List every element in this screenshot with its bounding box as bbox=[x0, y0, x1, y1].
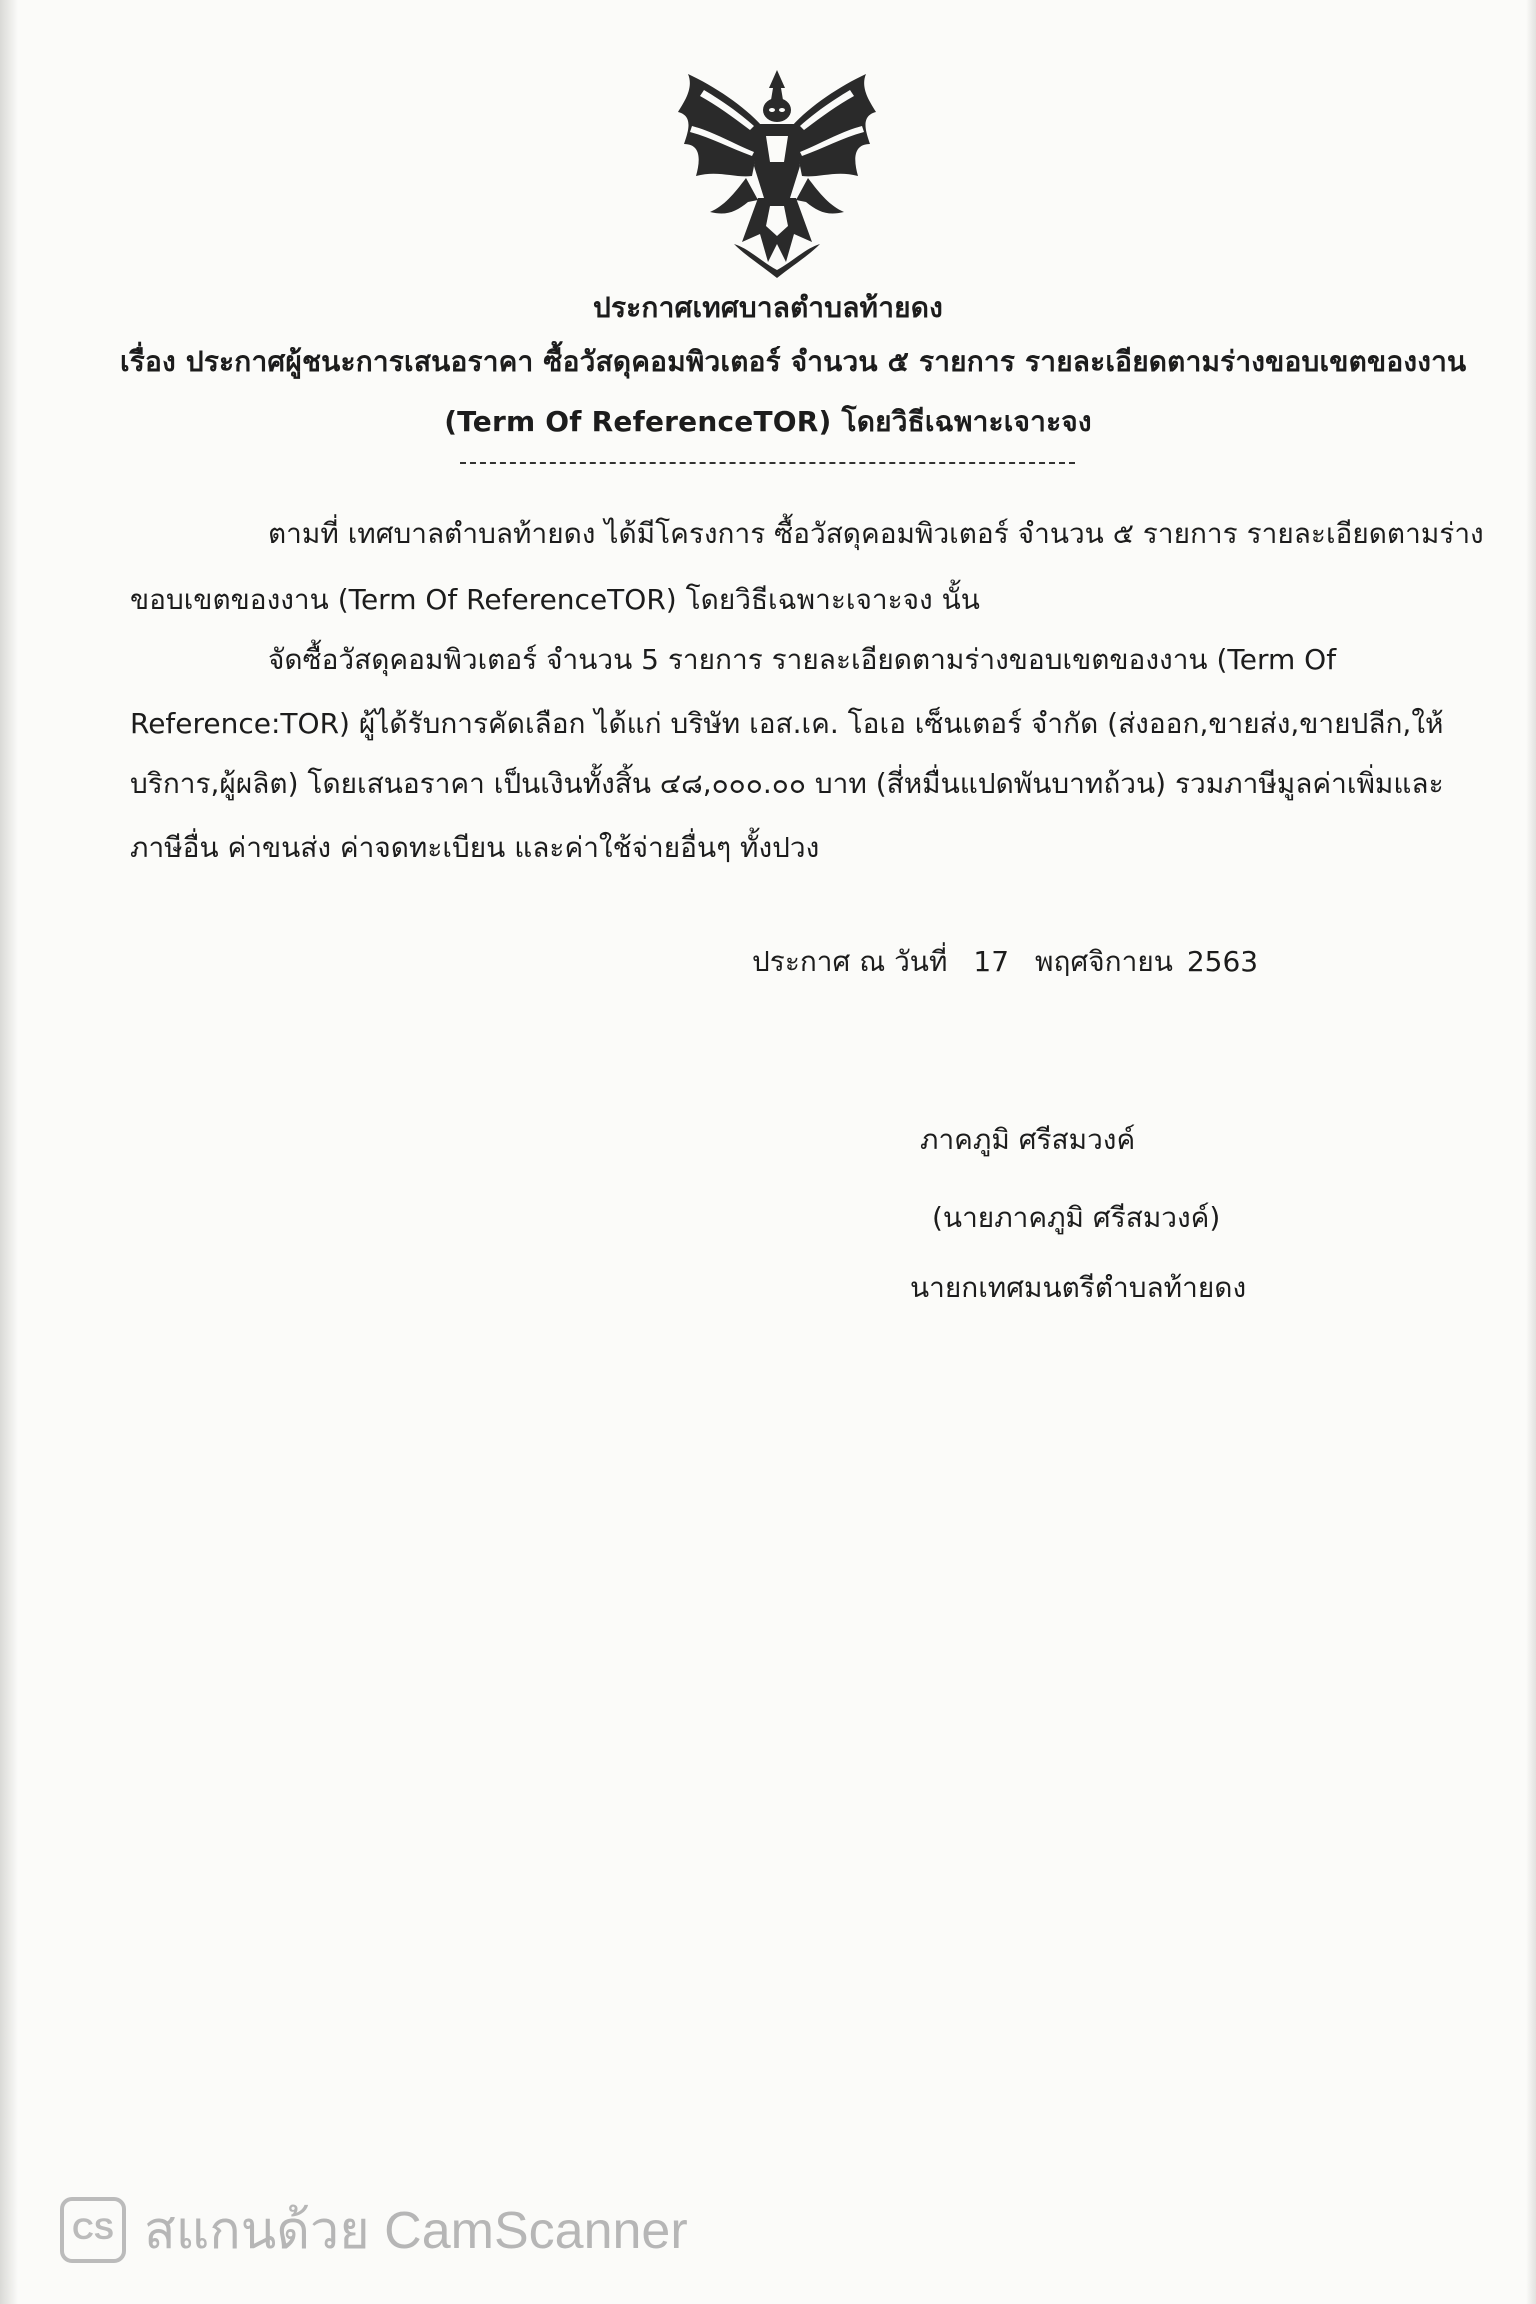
paragraph-2-line-3: บริการ,ผู้ผลิต) โดยเสนอราคา เป็นเงินทั้งสิ้น ๔๘,๐๐๐.๐๐ บาท (สี่หมื่นแปดพันบาทถ้วน) รวมภาษีมูลค่าเพิ่มและ bbox=[130, 767, 1444, 800]
paragraph-1-line-2: ขอบเขตของงาน (Term Of ReferenceTOR) โดยวิธีเฉพาะเจาะจง นั้น bbox=[130, 583, 980, 616]
watermark-text: สแกนด้วย CamScanner bbox=[144, 2202, 688, 2260]
announcement-month: พฤศจิกายน bbox=[1035, 945, 1173, 978]
subject-line-1: เรื่อง ประกาศผู้ชนะการเสนอราคา ซื้อวัสดุคอมพิวเตอร์ จำนวน ๕ รายการ รายละเอียดตามร่างขอบเขตของงาน bbox=[120, 345, 1467, 378]
signature-name: ภาคภูมิ ศรีสมวงค์ bbox=[920, 1123, 1136, 1156]
subject-line-2: (Term Of ReferenceTOR) โดยวิธีเฉพาะเจาะจง bbox=[444, 405, 1092, 438]
paragraph-2-line-1: จัดซื้อวัสดุคอมพิวเตอร์ จำนวน 5 รายการ รายละเอียดตามร่างขอบเขตของงาน (Term Of bbox=[268, 643, 1337, 676]
page-edge-left bbox=[0, 0, 18, 2304]
paragraph-2-line-4: ภาษีอื่น ค่าขนส่ง ค่าจดทะเบียน และค่าใช้จ่ายอื่นๆ ทั้งปวง bbox=[130, 831, 820, 864]
announcement-day: 17 bbox=[973, 945, 1010, 978]
signature-full-name: (นายภาคภูมิ ศรีสมวงค์) bbox=[932, 1201, 1221, 1234]
paragraph-1-line-1: ตามที่ เทศบาลตำบลท้ายดง ได้มีโครงการ ซื้อวัสดุคอมพิวเตอร์ จำนวน ๕ รายการ รายละเอียดตามร่าง bbox=[268, 517, 1484, 550]
paragraph-2-line-2: Reference:TOR) ผู้ได้รับการคัดเลือก ได้แก่ บริษัท เอส.เค. โอเอ เซ็นเตอร์ จำกัด (ส่งออก,ขายส่ง,ขายปลีก,ให้ bbox=[130, 707, 1444, 740]
signature-position: นายกเทศมนตรีตำบลท้ายดง bbox=[910, 1271, 1247, 1304]
announcement-date bbox=[752, 940, 1258, 984]
garuda-emblem-icon bbox=[674, 66, 880, 282]
page-edge-right bbox=[1526, 0, 1536, 2304]
dashed-divider bbox=[460, 462, 1075, 464]
announcement-year: 2563 bbox=[1186, 945, 1259, 978]
camscanner-logo-icon: CS bbox=[60, 2197, 126, 2263]
document-title: ประกาศเทศบาลตำบลท้ายดง bbox=[592, 291, 944, 324]
announcement-label: ประกาศ ณ วันที่ bbox=[752, 945, 948, 978]
camscanner-watermark bbox=[60, 2188, 688, 2271]
